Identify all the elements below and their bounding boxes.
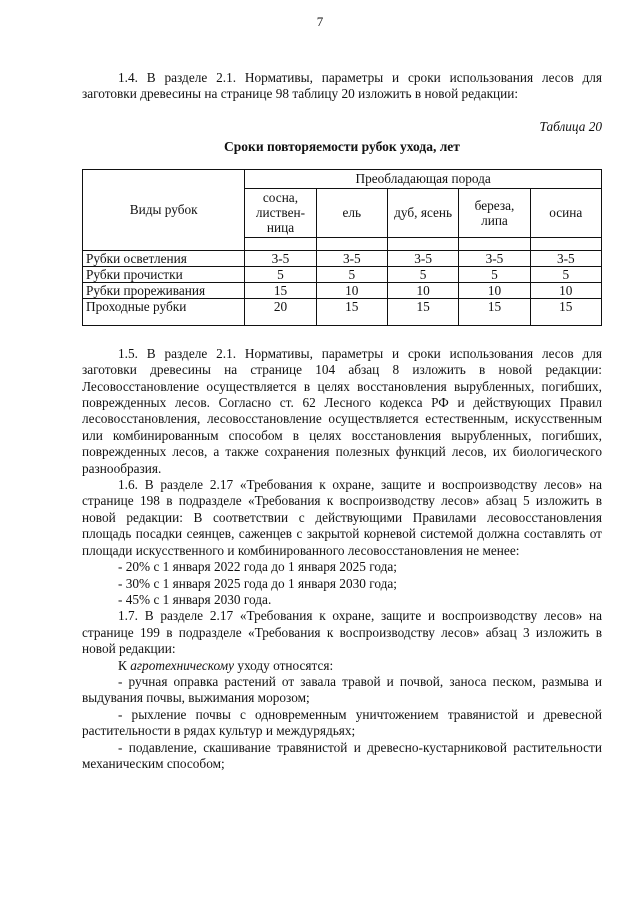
page-number: 7 xyxy=(316,14,324,29)
row-value: 3-5 xyxy=(387,250,458,266)
table-caption: Таблица 20 xyxy=(539,118,602,134)
section-1-6: 1.6. В разделе 2.17 «Требования к охране, защите и воспроизводству лесов» на странице 198 в подразделе «Требования к воспроизводству лесов» абзац 5 изложить в новой редакции: В соответствии с действующими Правилами лесовосстановления площадь посадки сеянцев, саженцев с закрытой корневой системой должна составлять от площади искусственного и комбинированного лесовосстановления не менее: xyxy=(82,477,602,558)
row-value: 5 xyxy=(530,266,601,282)
row-kind: Проходные рубки xyxy=(83,298,245,325)
list-item: - 45% с 1 января 2030 года. xyxy=(118,591,272,607)
spacer-cell xyxy=(459,237,530,250)
list-item: - ручная оправка растений от завала травой и почвой, заноса песком, размыва и выдувания почвы, выжимания морозом; xyxy=(82,673,602,706)
list-item: - подавление, скашивание травянистой и древесно-кустарниковой растительности механическим способом; xyxy=(82,739,602,771)
spacer-cell xyxy=(245,237,316,250)
table-row xyxy=(83,298,602,325)
row-value: 15 xyxy=(245,282,316,298)
agro-intro xyxy=(82,658,602,674)
table-row xyxy=(83,250,602,266)
agro-intro-suffix: уходу относятся: xyxy=(234,657,334,673)
row-kind: Рубки прореживания xyxy=(83,282,245,298)
row-kind: Рубки прочистки xyxy=(83,266,245,282)
header-species: ель xyxy=(316,188,387,237)
row-value: 10 xyxy=(316,282,387,298)
row-value: 5 xyxy=(245,266,316,282)
row-value: 5 xyxy=(459,266,530,282)
row-value: 10 xyxy=(459,282,530,298)
row-value: 10 xyxy=(387,282,458,298)
list-item: - рыхление почвы с одновременным уничтожением травянистой и древесной растительности в рядах культур и междурядьях; xyxy=(82,706,602,739)
row-value: 15 xyxy=(459,298,530,325)
section-1-5: 1.5. В разделе 2.1. Нормативы, параметры и сроки использования лесов для заготовки древесины на странице 104 абзац 8 изложить в новой редакции: Лесовосстановление осуществляется в целях восстановления вырубленных, погибших, поврежденных лесов. Согласно ст. 62 Лесного кодекса РФ и действующих Правил лесовосстановления, лесовосстановление осуществляется естественным, искусственным или комбинированным способом в целях восстановления вырубленных, погибших, поврежденных лесов, а также сохранения полезных функций лесов, их биологического разнообразия. xyxy=(82,345,602,476)
header-species: береза, липа xyxy=(459,188,530,237)
row-value: 10 xyxy=(530,282,601,298)
row-value: 3-5 xyxy=(530,250,601,266)
header-kind: Виды рубок xyxy=(83,169,245,250)
spacer-cell xyxy=(387,237,458,250)
spacer-cell xyxy=(316,237,387,250)
row-value: 3-5 xyxy=(245,250,316,266)
row-value: 15 xyxy=(316,298,387,325)
row-value: 5 xyxy=(387,266,458,282)
spacer-cell xyxy=(530,237,601,250)
row-value: 3-5 xyxy=(459,250,530,266)
agro-intro-prefix: К xyxy=(118,657,131,673)
row-kind: Рубки осветления xyxy=(83,250,245,266)
table-row xyxy=(83,282,602,298)
header-species: сосна, листвен-ница xyxy=(245,188,316,237)
list-item: - 20% с 1 января 2022 года до 1 января 2025 года; xyxy=(118,559,397,575)
thinning-periods-table xyxy=(82,169,602,326)
document-body xyxy=(82,70,602,772)
row-value: 20 xyxy=(245,298,316,325)
agro-intro-emphasis: агротехническому xyxy=(130,657,235,673)
section-1-7: 1.7. В разделе 2.17 «Требования к охране, защите и воспроизводству лесов» на странице 199 в подразделе «Требования к воспроизводству лесов» абзац 3 изложить в новой редакции: xyxy=(82,608,602,657)
table-title: Сроки повторяемости рубок ухода, лет xyxy=(224,138,460,154)
row-value: 15 xyxy=(530,298,601,325)
header-species: дуб, ясень xyxy=(387,188,458,237)
row-value: 5 xyxy=(316,266,387,282)
section-1-4: 1.4. В разделе 2.1. Нормативы, параметры и сроки использования лесов для заготовки древесины на странице 98 таблицу 20 изложить в новой редакции: xyxy=(82,70,602,102)
row-value: 15 xyxy=(387,298,458,325)
table-row xyxy=(83,266,602,282)
header-species: осина xyxy=(530,188,601,237)
header-species-group: Преобладающая порода xyxy=(245,169,602,188)
row-value: 3-5 xyxy=(316,250,387,266)
list-item: - 30% с 1 января 2025 года до 1 января 2030 года; xyxy=(118,575,397,591)
